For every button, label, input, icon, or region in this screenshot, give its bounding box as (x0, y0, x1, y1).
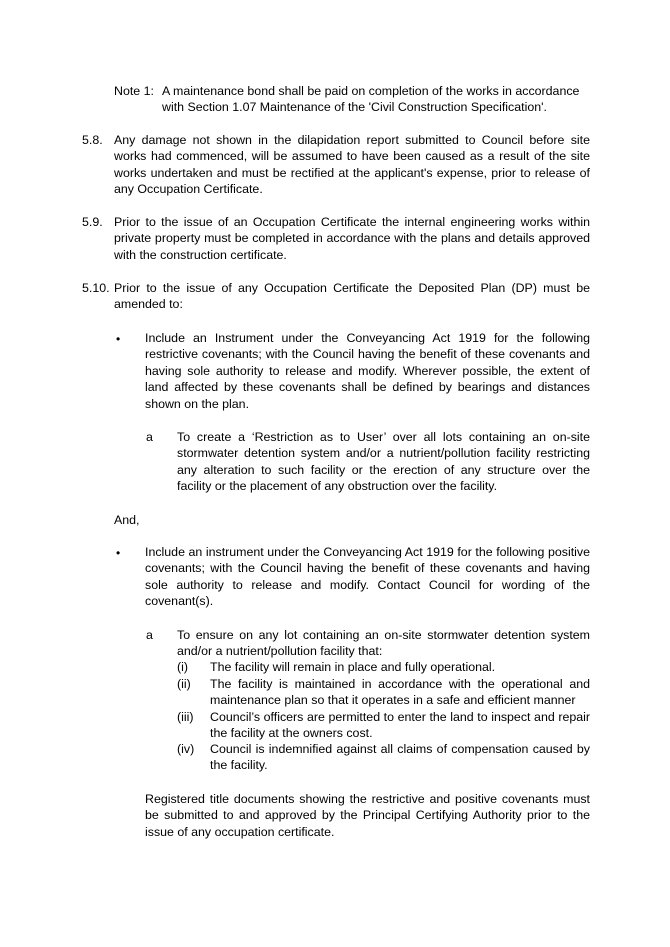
clause-text-5-9: Prior to the issue of an Occupation Certificate the internal engineering works within private property must be completed in accordance with the plans and details approved with the construction certificate. (114, 215, 590, 262)
positive-covenant-text: Include an instrument under the Conveyancing Act 1919 for the following positive covenants; with the Council having the benefit of these covenants and having sole authority to release and modify. Contact Council for wording of the covenant(s). (145, 545, 590, 609)
positive-sub-text: To ensure on any lot containing an on-site stormwater detention system and/or a nutrient/pollution facility that: (177, 628, 590, 659)
item-text-i: The facility will remain in place and fully operational. (210, 660, 496, 674)
clause-number-5-9: 5.9. (82, 215, 103, 229)
item-text-ii: The facility is maintained in accordance with the operational and maintenance plan so that it operates in a safe and efficient manner (210, 677, 590, 708)
note-label: Note 1: (114, 84, 154, 98)
note-line-2: with Section 1.07 Maintenance of the 'Civil Construction Specification'. (162, 100, 547, 114)
item-text-iv: Council is indemnified against all claims of compensation caused by the facility. (210, 742, 590, 773)
restrictive-sub-label: a (146, 430, 153, 444)
item-text-iii: Council’s officers are permitted to enter the land to inspect and repair the facility at the owners cost. (210, 710, 590, 741)
item-label-iii: (iii) (177, 710, 194, 724)
closing-paragraph: Registered title documents showing the restrictive and positive covenants must be submitted to and approved by the Principal Certifying Authority prior to the issue of any occupation certificate. (145, 792, 590, 839)
restrictive-sub-text: To create a ‘Restriction as to User’ over all lots containing an on-site stormwater detention system and/or a nutrient/pollution facility restricting any alteration to such facility or the erection of any structure over the facility or the placement of any obstruction over the facility. (177, 430, 590, 494)
item-label-iv: (iv) (177, 742, 195, 756)
note-line-1: A maintenance bond shall be paid on completion of the works in accordance (162, 84, 580, 98)
clause-number-5-8: 5.8. (82, 133, 103, 147)
positive-sub-label: a (146, 628, 153, 642)
clause-number-5-10: 5.10. (82, 281, 110, 295)
item-label-i: (i) (177, 660, 189, 674)
restrictive-covenant-text: Include an Instrument under the Conveyancing Act 1919 for the following restrictive covenants; with the Council having the benefit of these covenants and having sole authority to release and modify. Wherever possible, the extent of land affected by these covenants shall be defined by bearings and distances shown on the plan. (145, 331, 590, 411)
item-label-ii: (ii) (177, 677, 191, 691)
bullet-icon: • (116, 332, 121, 346)
and-text: And, (114, 513, 140, 527)
clause-text-5-8: Any damage not shown in the dilapidation report submitted to Council before site works had commenced, will be assumed to have been caused as a result of the site works undertaken and must be rectified at the applicant's expense, prior to release of any Occupation Certificate. (114, 133, 590, 197)
clause-text-5-10: Prior to the issue of any Occupation Certificate the Deposited Plan (DP) must be amended to: (114, 281, 590, 312)
bullet-icon: • (116, 546, 121, 560)
